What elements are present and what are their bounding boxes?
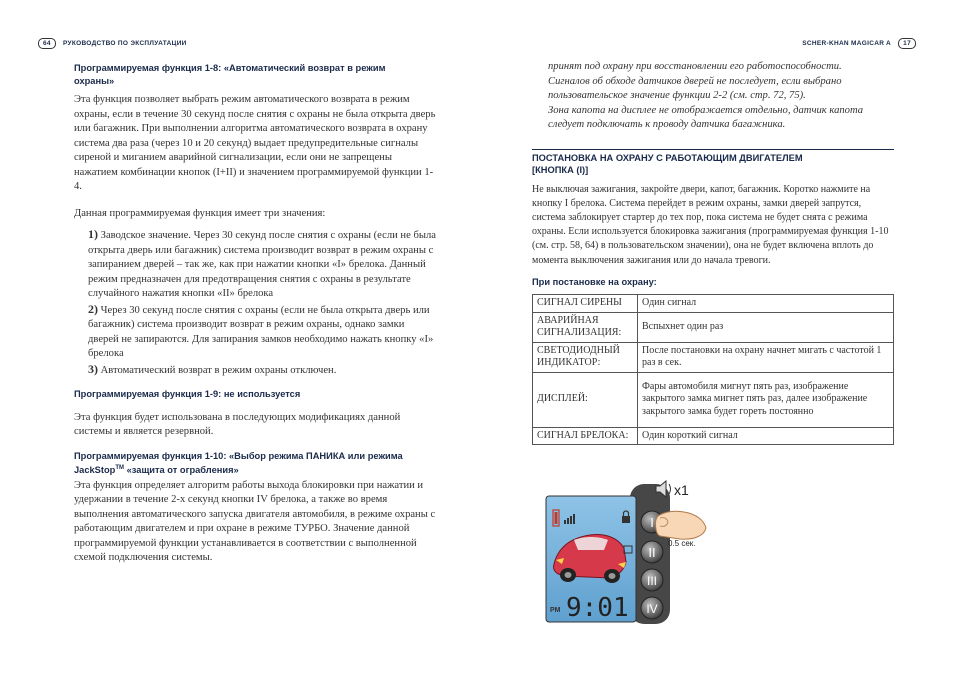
f10-heading (74, 450, 430, 477)
value-item-1 (88, 227, 436, 302)
finger-icon (656, 511, 706, 539)
f10-paragraph: Эта функция определяет алгоритм работы выхода блокировки при нажатии и удержании в течение 2-х секунд кнопки IV брелока, а также во время выполнения автоматического запуска двигателя автомобиля, в режиме охраны с работающим двигателем и при охране в режиме ТУРБО. Значение данной программируемой функции устанавливается в соответствии с выполненной схемой подключения системы. (74, 479, 436, 564)
table-row (533, 427, 894, 445)
pm-label: PM (550, 607, 561, 614)
f10-heading-part-b: «защита от ограбления» (124, 465, 239, 476)
right-header-title: SCHER-KHAN MAGICAR A (802, 40, 892, 47)
left-header (38, 38, 187, 50)
left-header-title: РУКОВОДСТВО ПО ЭКСПЛУАТАЦИИ (62, 40, 187, 47)
f10-heading-tm: TM (115, 465, 125, 471)
right-column (532, 60, 894, 445)
value-num-1: 1) (88, 227, 98, 241)
button-ii-label: II (648, 545, 656, 560)
table-row (533, 312, 894, 342)
arming-subheading: При постановке на охрану: (532, 276, 657, 287)
table-value: Один сигнал (638, 295, 894, 313)
table-key: СИГНАЛ СИРЕНЫ (533, 295, 638, 313)
value-num-3: 3) (88, 361, 98, 376)
section-title: ПОСТАНОВКА НА ОХРАНУ С РАБОТАЮЩИМ ДВИГАТЕЛЕМ (532, 152, 803, 163)
f8-heading: Программируемая функция 1-8: «Автоматический возврат в режим охраны» (74, 63, 386, 86)
table-key: СВЕТОДИОДНЫЙ ИНДИКАТОР: (533, 342, 638, 372)
italic-paragraph-2: Зона капота на дисплее не отображается отдельно, датчик капота следует подключать к проводу датчика багажника. (548, 104, 864, 130)
f8-paragraph: Эта функция позволяет выбрать режим автоматического возврата в режим охраны, если в течение 30 секунд после снятия с охраны не была открыта дверь или багажник. При выполнении алгоритма автоматического возврата в охрану система два раза (через 10 и 20 секунд) выдает предупредительные сигналы сиреной и миганием аварийной сигнализации, если они не запрещены нажатием комбинации кнопок (I+II) и значением программируемой функции 1-4. (74, 94, 436, 192)
table-row (533, 295, 894, 313)
value-text-3: Автоматический возврат в режим охраны отключен. (100, 364, 337, 376)
section-subtitle: [КНОПКА (I)] (532, 165, 589, 175)
clock-display: 9:01 (566, 593, 629, 623)
button-i-label: I (650, 515, 654, 530)
button-iv[interactable] (641, 597, 663, 619)
table-key: ДИСПЛЕЙ: (533, 372, 638, 427)
beep-count: x1 (674, 482, 689, 498)
right-header (802, 38, 916, 50)
table-key: АВАРИЙНАЯ СИГНАЛИЗАЦИЯ: (533, 312, 638, 342)
value-item-3 (88, 362, 436, 379)
value-text-1: Заводское значение. Через 30 секунд после снятия с охраны (если не была открыта дверь или багажник) система производит возврат в режим охраны с запиранием дверей – так же, как при нажатии кнопки «I» брелока. Данный режим предназначен для предотвращения снятия с охраны в результате случайного нажатия кнопки «II» брелока (88, 230, 436, 299)
button-iii-label: III (646, 574, 658, 588)
italic-paragraph-1: принят под охрану при восстановлении его работоспособности. Сигналов об обходе датчиков дверей не последует, если выбрано пользовательское значение функции 2-2 (см. стр. 72, 75). (548, 61, 842, 101)
left-column (74, 62, 436, 566)
f10-heading-part-a: Программируемая функция 1-10: «Выбор режима ПАНИКА или режима JackStop (74, 450, 403, 476)
table-value: После постановки на охрану начнет мигать с частотой 1 раз в сек. (638, 342, 894, 372)
right-page-number: 17 (898, 38, 916, 49)
value-text-2: Через 30 секунд после снятия с охраны (если не была открыта дверь или багажник) система производит возврат в режим охраны, однако замки дверей не запираются. Для запирания замков необходимо нажать кнопку «I» брелока (88, 304, 434, 359)
left-page-number: 64 (38, 38, 56, 49)
f9-heading: Программируемая функция 1-9: не используется (74, 389, 301, 399)
f8-values-intro: Данная программируемая функция имеет три значения: (74, 207, 326, 219)
table-row (533, 342, 894, 372)
table-row (533, 372, 894, 427)
table-key: СИГНАЛ БРЕЛОКА: (533, 427, 638, 445)
arming-table (532, 294, 894, 445)
table-value: Один короткий сигнал (638, 427, 894, 445)
table-value: Вспыхнет один раз (638, 312, 894, 342)
press-duration: 0.5 сек. (668, 539, 696, 548)
remote-figure (540, 478, 720, 628)
section-title-block (532, 149, 894, 177)
f9-paragraph: Эта функция будет использована в последующих модификациях данной системы и является резервной. (74, 411, 401, 437)
value-list (74, 227, 436, 378)
button-ii[interactable] (641, 541, 663, 563)
value-num-2: 2) (88, 301, 98, 316)
table-value: Фары автомобиля мигнут пять раз, изображение закрытого замка мигнет пять раз, далее изображение закрытого замка будет гореть постоянно (638, 372, 894, 427)
button-iii[interactable] (641, 569, 663, 591)
button-iv-label: IV (646, 602, 658, 616)
section-body: Не выключая зажигания, закройте двери, капот, багажник. Коротко нажмите на кнопку I брелока. Система перейдет в режим охраны, замки дверей запрутся, система заблокирует стартер до тех пор, пока система не будет снята с режима охраны. Если используется блокировка зажигания (программируемая функция 1-10 (см. стр. 58, 64) в пользовательском значении), она не будет включена вплоть до момента выключения зажигания или до начала тревоги. (532, 183, 889, 266)
value-item-2 (88, 302, 436, 362)
